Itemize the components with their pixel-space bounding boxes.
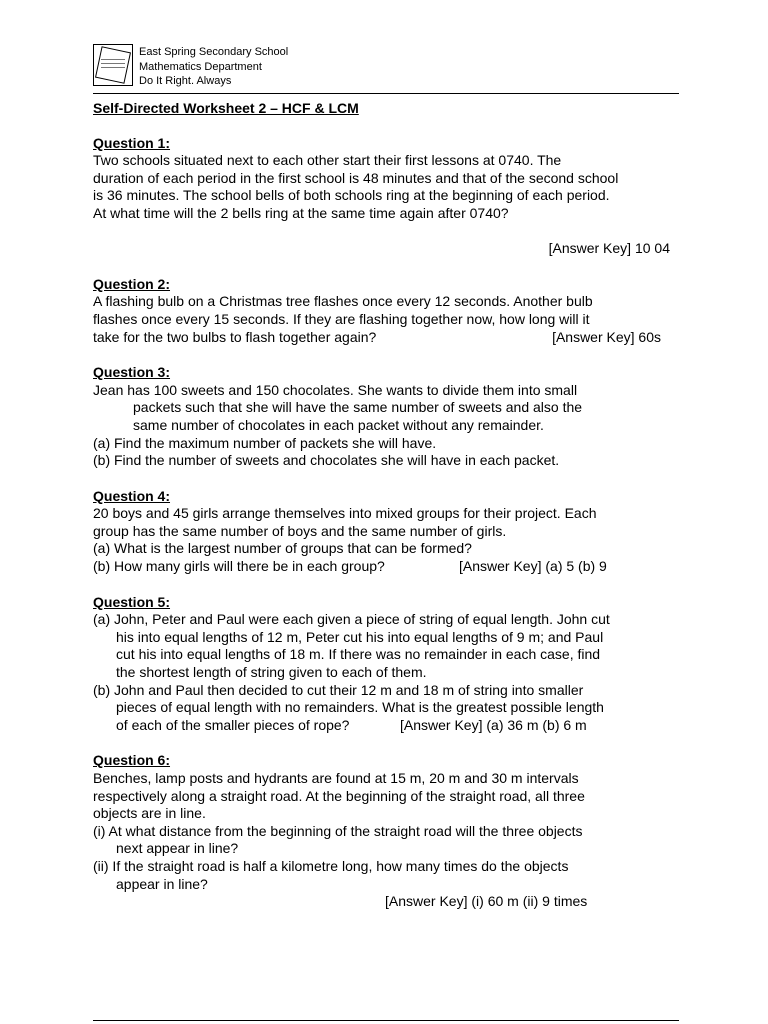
- question-1: [93, 135, 679, 258]
- question-text: of each of the smaller pieces of rope?: [116, 716, 350, 733]
- question-text: next appear in line?: [116, 840, 239, 857]
- question-heading: Question 1:: [93, 134, 171, 151]
- question-text: is 36 minutes. The school bells of both schools ring at the beginning of each period.: [93, 187, 610, 204]
- question-part: (ii) If the straight road is half a kilometre long, how many times do the objects: [93, 857, 569, 874]
- school-motto: Do It Right. Always: [139, 75, 232, 87]
- school-name: East Spring Secondary School: [139, 46, 289, 58]
- question-heading: Question 5:: [93, 593, 171, 610]
- question-text: duration of each period in the first school is 48 minutes and that of the second school: [93, 169, 619, 186]
- question-text: objects are in line.: [93, 805, 206, 822]
- question-heading: Question 3:: [93, 364, 171, 381]
- question-part: (b) Find the number of sweets and chocolates she will have in each packet.: [93, 452, 560, 469]
- answer-key: [Answer Key] (a) 36 m (b) 6 m: [400, 716, 587, 733]
- answer-key: [Answer Key] (i) 60 m (ii) 9 times: [385, 893, 588, 910]
- question-text: appear in line?: [116, 875, 208, 892]
- school-info: [139, 45, 288, 89]
- question-heading: Question 4:: [93, 487, 171, 504]
- document-header: [93, 44, 679, 94]
- question-line-with-answer: [93, 329, 679, 347]
- department-name: Mathematics Department: [139, 60, 262, 73]
- question-text: his into equal lengths of 12 m, Peter cut his into equal lengths of 9 m; and Paul: [116, 628, 604, 645]
- question-text: At what time will the 2 bells ring at the same time again after 0740?: [93, 204, 509, 221]
- question-part: (i) At what distance from the beginning of the straight road will the three objects: [93, 822, 583, 839]
- question-6: [93, 752, 679, 910]
- question-part: (b) How many girls will there be in each group?: [93, 558, 385, 575]
- question-text: take for the two bulbs to flash together again?: [93, 328, 377, 345]
- answer-key: [Answer Key] 10 04: [548, 240, 670, 257]
- footer-divider: [93, 1020, 679, 1021]
- question-text: respectively along a straight road. At the beginning of the straight road, all three: [93, 787, 585, 804]
- question-text: same number of chocolates in each packet without any remainder.: [133, 416, 544, 433]
- question-text: Two schools situated next to each other start their first lessons at 0740. The: [93, 152, 562, 169]
- school-crest-icon: [93, 44, 133, 86]
- question-text: group has the same number of boys and the same number of girls.: [93, 522, 507, 539]
- header-divider: [93, 93, 679, 94]
- question-2: [93, 276, 679, 346]
- question-text: A flashing bulb on a Christmas tree flashes once every 12 seconds. Another bulb: [93, 293, 593, 310]
- question-text: pieces of equal length with no remainders. What is the greatest possible length: [116, 699, 604, 716]
- question-line-with-answer: [93, 558, 679, 576]
- question-part: (b) John and Paul then decided to cut their 12 m and 18 m of string into smaller: [93, 681, 584, 698]
- answer-key: [Answer Key] (a) 5 (b) 9: [459, 558, 607, 575]
- worksheet-body: [93, 100, 679, 929]
- question-text: Benches, lamp posts and hydrants are found at 15 m, 20 m and 30 m intervals: [93, 770, 579, 786]
- question-line-with-answer: [93, 717, 679, 735]
- question-heading: Question 6:: [93, 752, 171, 769]
- question-3: [93, 364, 679, 470]
- question-4: [93, 488, 679, 576]
- question-part: (a) Find the maximum number of packets she will have.: [93, 434, 437, 451]
- question-text: packets such that she will have the same number of sweets and also the: [133, 399, 583, 416]
- question-text: the shortest length of string given to each of them.: [116, 664, 427, 681]
- question-part: (a) What is the largest number of groups that can be formed?: [93, 540, 472, 557]
- question-part: (a) John, Peter and Paul were each given a piece of string of equal length. John cut: [93, 611, 610, 628]
- question-5: [93, 594, 679, 735]
- worksheet-title: Self-Directed Worksheet 2 – HCF & LCM: [93, 100, 359, 116]
- question-text: flashes once every 15 seconds. If they are flashing together now, how long will it: [93, 310, 590, 327]
- question-heading: Question 2:: [93, 275, 171, 292]
- question-text: 20 boys and 45 girls arrange themselves into mixed groups for their project. Each: [93, 505, 597, 522]
- question-text: cut his into equal lengths of 18 m. If there was no remainder in each case, find: [116, 646, 601, 663]
- answer-key: [Answer Key] 60s: [552, 328, 661, 345]
- question-text: Jean has 100 sweets and 150 chocolates. She wants to divide them into small: [93, 381, 578, 398]
